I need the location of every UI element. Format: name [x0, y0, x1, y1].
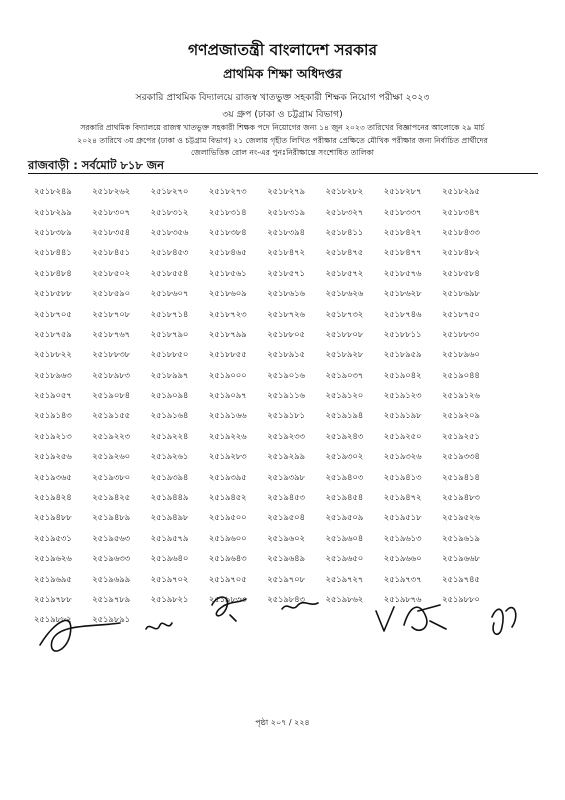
- roll-number: ২৫১৮৭৯০: [150, 329, 189, 340]
- exam-title: সরকারি প্রাথমিক বিদ্যালয়ে রাজস্ব খাতভুক্ত সহকারী শিক্ষক নিয়োগ পরীক্ষা ২০২৩: [135, 92, 430, 103]
- table-row: [34, 345, 500, 365]
- roll-number: ২৫১৯০০০: [208, 370, 247, 381]
- roll-number: ২৫১৯৪৫৪: [325, 493, 364, 504]
- roll-number: ২৫১৯৭৮৮: [34, 595, 72, 605]
- signatures: [0, 565, 565, 675]
- roll-number: ২৫১৯২০৯: [442, 411, 480, 422]
- roll-number: ২৫১৮৮৩০: [442, 329, 480, 340]
- roll-number: ২৫১৯০৯৭: [208, 391, 247, 402]
- roll-number: ২৫১৯৬১৩: [383, 533, 422, 544]
- roll-number: ২৫১৯০৩৭: [325, 370, 364, 381]
- roll-number: ২৫১৯৮২১: [150, 595, 189, 605]
- roll-number: ২৫১৯১২৩: [383, 391, 422, 402]
- roll-number: ২৫১৯৩৯৫: [208, 472, 247, 483]
- roll-number: ২৫১৮৯৮৩: [92, 370, 130, 381]
- roll-number: ২৫১৮৭০৫: [34, 309, 72, 320]
- page-number: পৃষ্ঠা ২০৭ / ২২৪: [255, 718, 310, 727]
- roll-number: ২৫১৮৬১৬: [267, 289, 305, 300]
- roll-number: ২৫১৮৮৫০: [150, 350, 189, 361]
- roll-number: ২৫১৮৪৪১: [34, 248, 72, 259]
- roll-number: ২৫১৯২৫০: [383, 431, 422, 442]
- roll-number: ২৫১৮২৮২: [325, 187, 364, 198]
- roll-number: ২৫১৯৪৭২: [383, 493, 422, 504]
- roll-number: ২৫১৯৭৮৯: [92, 595, 130, 605]
- roll-number: ২৫১৯৫০০: [208, 513, 247, 524]
- roll-number: ২৫১৮৪৫৩: [150, 248, 189, 259]
- roll-number: ২৫১৯২২৬: [208, 431, 247, 442]
- roll-number: ২৫১৯৬৩৩: [92, 554, 130, 565]
- roll-number: ২৫১৯০৫৭: [34, 391, 72, 402]
- roll-number: ২৫১৯০৪২: [383, 370, 422, 381]
- roll-number: ২৫১৮৬২৬: [325, 289, 364, 300]
- roll-number: ২৫১৯২৮৩: [208, 452, 247, 463]
- table-row: [34, 508, 500, 528]
- roll-number: ২৫১৯৬৪৯: [267, 554, 305, 565]
- table-row: [34, 488, 500, 508]
- roll-number: ২৫১৮২৭০: [150, 187, 189, 198]
- roll-number: ২৫১৮৩৮৪: [208, 227, 247, 238]
- roll-number: ২৫১৮৮০৮: [325, 329, 364, 340]
- roll-number: ২৫১৮৩১৯: [267, 207, 305, 218]
- roll-number: ২৫১৯১২০: [325, 391, 364, 402]
- roll-number: ২৫১৮৮০৫: [267, 329, 305, 340]
- roll-number: ২৫১৯৬৯৯: [92, 574, 130, 585]
- roll-number: ২৫১৯৫২৬: [442, 513, 480, 524]
- roll-number: ২৫১৯২৪৩: [325, 431, 364, 442]
- table-row: [34, 284, 500, 304]
- notice-line: ২০২৪ তারিখে ৩য় গ্রুপের (ঢাকা ও চট্টগ্রাম বিভাগ) ২১ জেলায় গৃহীত লিখিত পরীক্ষার প্রেক্ষিতে মৌখিক পরীক্ষার জন্য নির্বাচিত প্রার্থীদের: [77, 135, 488, 145]
- notice-line: জেলাভিত্তিক রোল নং-এর পুনঃনিরীক্ষান্তে সংশোধিত তালিকা: [191, 148, 374, 158]
- roll-number: ২৫১৯৬৬০: [383, 554, 422, 565]
- roll-number: ২৫১৮৭২৬: [267, 309, 305, 320]
- roll-number: ২৫১৯৭০৫: [208, 574, 247, 585]
- roll-number: ২৫১৯৬৬৮: [442, 554, 480, 565]
- roll-number: ২৫১৯৬০৪: [325, 533, 364, 544]
- roll-number: ২৫১৯৬২৬: [34, 554, 72, 565]
- roll-number: ২৫১৮৩৯৪: [267, 227, 305, 238]
- roll-number: ২৫১৮৫৯০: [92, 289, 130, 300]
- roll-number: ২৫১৮৪৭৭: [383, 248, 422, 259]
- roll-number: ২৫১৯০৮৪: [92, 391, 130, 402]
- roll-number: ২৫১৮৩০৭: [92, 207, 130, 218]
- table-row: [34, 529, 500, 549]
- roll-number: ২৫১৯৭৪৫: [442, 574, 480, 585]
- roll-number: ২৫১৮৯১৫: [267, 350, 305, 361]
- roll-number: ২৫১৮৯৫৯: [383, 350, 422, 361]
- roll-number: ২৫১৮৩১২: [150, 207, 189, 218]
- roll-number: ২৫১৯৪৫৩: [267, 493, 305, 504]
- roll-number: ২৫১৮৮১১: [383, 329, 422, 340]
- roll-number: ২৫১৮৯৯৭: [150, 370, 189, 381]
- roll-number: ২৫১৯১৪৩: [34, 411, 72, 422]
- roll-number: ২৫১৯০১৬: [267, 370, 305, 381]
- roll-number: ২৫১৮৭৩২: [325, 309, 364, 320]
- signature-5: [376, 605, 446, 631]
- roll-number: ২৫১৮৩৫৪: [92, 227, 130, 238]
- roll-number: ২৫১৯২৫৬: [34, 452, 72, 463]
- roll-number: ২৫১৮৫৬১: [208, 268, 247, 279]
- roll-number: ২৫১৯১৮১: [267, 411, 305, 422]
- notice-line: সরকারি প্রাথমিক বিদ্যালয়ে রাজস্ব খাতভুক্ত সহকারী শিক্ষক পদে নিয়োগের জন্য ১৪ জুন ২০২৩ তারিখের বিজ্ঞাপনের আলোকে ২৯ মার্চ: [80, 123, 485, 132]
- roll-number: ২৫১৮৫৫৪: [150, 268, 189, 279]
- roll-number: ২৫১৯০৯৪: [150, 391, 189, 402]
- roll-number: ২৫১৮৪২৭: [383, 227, 422, 238]
- roll-number: ২৫১৯৭৩৭: [383, 574, 422, 585]
- table-row: [34, 467, 500, 487]
- table-row: [34, 243, 500, 263]
- roll-number: ২৫১৮৭২৩: [208, 309, 247, 320]
- signature-3: [212, 597, 246, 621]
- roll-number: ২৫১৯৪২৪: [34, 493, 72, 504]
- roll-number: ২৫১৮৪৭৫: [325, 248, 364, 259]
- roll-number-table: [34, 182, 500, 631]
- roll-number: ২৫১৮২৮৭: [383, 187, 422, 198]
- roll-number: ২৫১৯১৬৪: [150, 411, 189, 422]
- roll-number: ২৫১৮৫৭৬: [383, 268, 422, 279]
- roll-number: ২৫১৯২২৪: [150, 431, 189, 442]
- roll-number: ২৫১৯৪৮৩: [442, 493, 480, 504]
- roll-number: ২৫১৮২৪৯: [34, 187, 72, 198]
- roll-number: ২৫১৯০৪৪: [442, 370, 480, 381]
- roll-number: ২৫১৯৮৪৩: [267, 595, 305, 605]
- roll-number: ২৫১৮৯২৮: [325, 350, 364, 361]
- roll-number: ২৫১৮৭৯৯: [208, 329, 247, 340]
- roll-number: ২৫১৯২২৩: [92, 431, 130, 442]
- roll-number: ২৫১৮৫০২: [92, 268, 130, 279]
- roll-number: ২৫১৮৪৩৩: [442, 227, 480, 238]
- roll-number: ২৫১৯৩৯৪: [150, 472, 189, 483]
- roll-number: ২৫১৮৭৫০: [442, 309, 480, 320]
- roll-number: ২৫১৯৫৬৩: [92, 533, 130, 544]
- roll-number: ২৫১৯৪৮৯: [92, 513, 130, 524]
- roll-number: ২৫১৮৪৫১: [92, 248, 130, 259]
- roll-number: ২৫১৮৩৪৭: [442, 207, 480, 218]
- roll-number: ২৫১৯২৬০: [92, 452, 130, 463]
- roll-number: ২৫১৯৮৩৩: [208, 595, 247, 605]
- roll-number: ২৫১৯৬৯৫: [34, 574, 72, 585]
- roll-number: ২৫১৯১৬৬: [208, 411, 247, 422]
- roll-number: ২৫১৯৩২৬: [383, 452, 422, 463]
- roll-number: ২৫১৯৪২৫: [92, 493, 130, 504]
- roll-number: ২৫১৯৫০৯: [325, 513, 364, 524]
- roll-number: ২৫১৯৩৯৮: [267, 472, 305, 483]
- roll-number: ২৫১৯২৩৩: [267, 431, 305, 442]
- roll-number: ২৫১৮৯৬০: [442, 350, 480, 361]
- government-title: গণপ্রজাতন্ত্রী বাংলাদেশ সরকার: [187, 41, 378, 59]
- roll-number: ২৫১৮৫৭২: [325, 268, 364, 279]
- district-heading: রাজবাড়ী : সর্বমোট ৮১৮ জন: [28, 158, 164, 172]
- notice-text: [30, 122, 535, 160]
- roll-number: ২৫১৮৩১৪: [208, 207, 247, 218]
- roll-number: ২৫১৮৫৮৪: [442, 268, 480, 279]
- roll-number: ২৫১৯৭২৭: [325, 574, 364, 585]
- signature-4: [282, 603, 318, 609]
- roll-number: ২৫১৯১৯৮: [383, 411, 422, 422]
- roll-number: ২৫১৮৭০৮: [92, 309, 130, 320]
- roll-number: ২৫১৮২৬২: [92, 187, 130, 198]
- roll-number: ২৫১৮৪৬৫: [208, 248, 247, 259]
- roll-number: ২৫১৯৩৩৪: [442, 452, 480, 463]
- roll-number: ২৫১৯৬৪৩: [208, 554, 247, 565]
- roll-number: ২৫১৯১৫৫: [92, 411, 130, 422]
- table-row: [34, 406, 500, 426]
- table-row: [34, 366, 500, 386]
- roll-number: ২৫১৯৪১৩: [383, 472, 422, 483]
- roll-number: ২৫১৮২৭৯: [267, 187, 305, 198]
- roll-number: ২৫১৯৮৮০: [442, 595, 480, 605]
- roll-number: ২৫১৯৮৬২: [325, 595, 364, 605]
- roll-number: ২৫১৮২৯৯: [34, 207, 72, 218]
- heading-underline: [28, 173, 538, 174]
- roll-number: ২৫১৯২৫১: [442, 431, 480, 442]
- roll-number: ২৫১৮৭১৪: [150, 309, 189, 320]
- roll-number: ২৫১৯৭০২: [150, 574, 189, 585]
- roll-number: ২৫১৯৬০২: [267, 533, 305, 544]
- roll-number: ২৫১৯১২৬: [442, 391, 480, 402]
- roll-number: ২৫১৯১৯৪: [325, 411, 364, 422]
- roll-number: ২৫১৯৪৮৮: [34, 513, 72, 524]
- roll-number: ২৫১৮৭৬৭: [92, 329, 130, 340]
- roll-number: ২৫১৮৩২৭: [325, 207, 364, 218]
- roll-number: ২৫১৮৬০৯: [208, 289, 247, 300]
- roll-number: ২৫১৮৪৮২: [442, 248, 480, 259]
- roll-number: ২৫১৮৫৮৮: [34, 289, 72, 300]
- roll-number: ২৫১৯৫৭৯: [150, 533, 189, 544]
- roll-number: ২৫১৮৭৫৯: [34, 329, 72, 340]
- table-row: [34, 264, 500, 284]
- table-row: [34, 223, 500, 243]
- roll-number: ২৫১৯৪০৩: [325, 472, 364, 483]
- roll-number: ২৫১৯৩৮০: [92, 472, 130, 483]
- roll-number: ২৫১৯৭০৮: [267, 574, 305, 585]
- roll-number: ২৫১৮২৯৫: [442, 187, 480, 198]
- table-row: [34, 447, 500, 467]
- roll-number: ২৫১৮৫৭১: [267, 268, 305, 279]
- roll-number: ২৫১৮৩৮৯: [34, 227, 72, 238]
- signature-6: [492, 608, 516, 635]
- roll-number: ২৫১৯২৯৯: [267, 452, 305, 463]
- roll-number: ২৫১৯৫১৮: [383, 513, 422, 524]
- roll-number: ২৫১৯৬৪০: [150, 554, 189, 565]
- roll-number: ২৫১৮৪৭২: [267, 248, 305, 259]
- table-row: [34, 304, 500, 324]
- roll-number: ২৫১৮৯৬৩: [34, 370, 72, 381]
- roll-number: ২৫১৯৩০২: [325, 452, 364, 463]
- table-row: [34, 325, 500, 345]
- roll-number: ২৫১৮৬৯৮: [442, 289, 480, 300]
- roll-number: ২৫১৯৮৯১: [92, 615, 130, 626]
- table-row: [34, 202, 500, 222]
- roll-number: ২৫১৯২৬১: [150, 452, 189, 463]
- table-row: [34, 386, 500, 406]
- roll-number: ২৫১৮৬০৭: [150, 289, 189, 300]
- roll-number: ২৫১৯৪১৪: [442, 472, 480, 483]
- roll-number: ২৫১৮৩৩৭: [383, 207, 422, 218]
- group-title: ৩য় গ্রুপ (ঢাকা ও চট্টগ্রাম বিভাগ): [222, 109, 343, 120]
- roll-number: ২৫১৯৪৯৮: [150, 513, 189, 524]
- roll-number: ২৫১৯১১৬: [267, 391, 305, 402]
- roll-number: ২৫১৯৬০০: [208, 533, 247, 544]
- roll-number: ২৫১৮৪৮৪: [34, 268, 72, 279]
- roll-number: ২৫১৯৮৮২: [34, 615, 72, 626]
- roll-number: ২৫১৮৭৪৬: [383, 309, 422, 320]
- signature-1: [40, 621, 120, 652]
- roll-number: ২৫১৮৪১১: [325, 227, 364, 238]
- roll-number: ২৫১৯৬৫০: [325, 554, 364, 565]
- roll-number: ২৫১৯৪৪৯: [150, 493, 189, 504]
- roll-number: ২৫১৯৬১৯: [442, 533, 480, 544]
- department-title: প্রাথমিক শিক্ষা অধিদপ্তর: [223, 66, 342, 81]
- roll-number: ২৫১৮২৭৩: [208, 187, 247, 198]
- roll-number: ২৫১৮৮৫৫: [208, 350, 247, 361]
- roll-number: ২৫১৮৬২৮: [383, 289, 422, 300]
- signature-2: [146, 623, 172, 629]
- roll-number: ২৫১৮৮২২: [34, 350, 72, 361]
- roll-number: ২৫১৮৮৩৮: [92, 350, 130, 361]
- roll-number: ২৫১৯৫৩১: [34, 533, 72, 544]
- roll-number: ২৫১৯৪৫২: [208, 493, 247, 504]
- roll-number: ২৫১৯৩৬৫: [34, 472, 72, 483]
- roll-number: ২৫১৮৩৫৬: [150, 227, 189, 238]
- table-row: [34, 427, 500, 447]
- roll-number: ২৫১৯৫০৪: [267, 513, 305, 524]
- roll-number: ২৫১৯৮৭৬: [383, 595, 422, 605]
- table-row: [34, 182, 500, 202]
- roll-number: ২৫১৯২১৩: [34, 431, 72, 442]
